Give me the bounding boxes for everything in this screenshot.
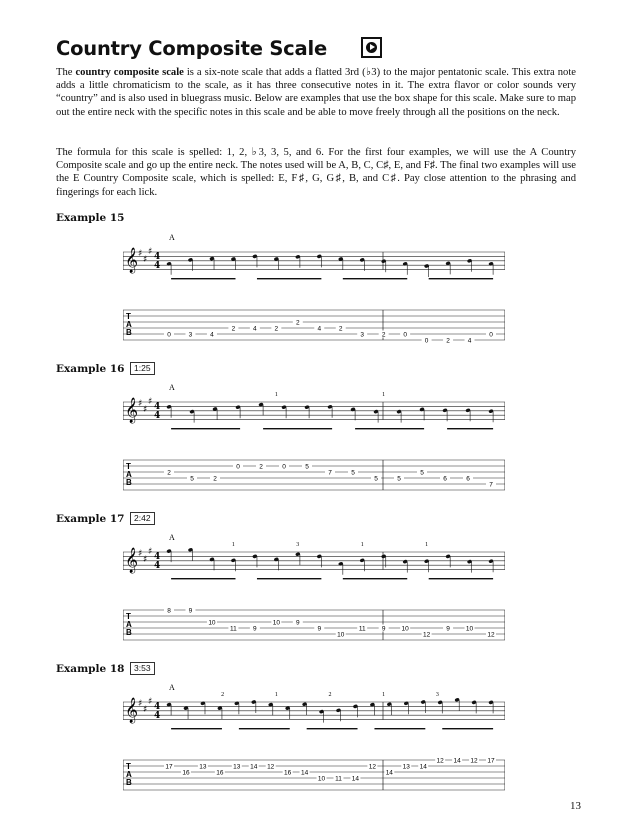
- tab-fret-number: 0: [282, 463, 286, 471]
- tab-fret-number: 10: [317, 775, 326, 783]
- tab-fret-number: 5: [374, 475, 378, 483]
- time-signature-icon: 4: [154, 410, 161, 421]
- tab-fret-number: 16: [284, 769, 292, 777]
- sharp-icon: ♯: [148, 247, 153, 257]
- tab-fret-number: 2: [167, 469, 171, 477]
- tab-fret-number: 4: [317, 325, 322, 333]
- fingering-number: 3: [435, 692, 439, 698]
- sharp-icon: ♯: [148, 397, 153, 407]
- example-16-label: Example 16: [56, 363, 125, 375]
- tab-fret-number: 9: [317, 625, 322, 633]
- tab-fret-number: 0: [403, 331, 407, 339]
- tab-fret-number: 13: [199, 763, 207, 771]
- scale-term: country composite scale: [75, 67, 184, 78]
- tab-fret-number: 0: [424, 337, 429, 345]
- sharp-icon: ♯: [138, 549, 143, 559]
- tab-fret-number: 9: [295, 619, 300, 627]
- sharp-icon: ♯: [143, 705, 148, 715]
- tab-fret-number: 14: [300, 769, 309, 777]
- example-17-notation: [123, 530, 505, 670]
- example-16-notation: [123, 380, 505, 520]
- fingering-number: 2: [221, 692, 225, 698]
- fingering-number: 2: [328, 692, 332, 698]
- beam: [374, 728, 425, 729]
- beam: [442, 728, 493, 729]
- chord-symbol: A: [169, 383, 175, 392]
- tab-fret-number: 2: [446, 337, 450, 345]
- tab-clef-letter: A: [126, 470, 132, 479]
- tab-fret-number: 10: [208, 619, 216, 627]
- tab-fret-number: 9: [446, 625, 450, 633]
- beam: [429, 578, 493, 579]
- beam: [355, 428, 424, 429]
- treble-clef-icon: 𝄞: [125, 698, 139, 723]
- tab-fret-number: 6: [466, 475, 470, 483]
- beam: [171, 728, 222, 729]
- formula-paragraph: The formula for this scale is spelled: 1, 2, ♭3, 3, 5, and 6. For the first four examples, we will use the A Country Composite scale and go up the entire neck. The notes used will be A, B, C, C♯, E, and F♯. The final two examples will use the E Country Composite scale, which is spelled: E, F♯, G, G♯, B, and C♯. Pay close attention to the phrasing and fingerings for each lick.: [56, 147, 576, 198]
- tab-fret-number: 10: [401, 625, 409, 633]
- tab-fret-number: 12: [422, 631, 431, 639]
- example-17-label: Example 17: [56, 513, 125, 525]
- beam: [307, 728, 358, 729]
- treble-clef-icon: 𝄞: [125, 248, 139, 273]
- tab-fret-number: 4: [467, 337, 472, 345]
- tab-fret-number: 17: [487, 757, 495, 765]
- tab-fret-number: 12: [470, 757, 478, 765]
- time-signature-icon: 4: [154, 252, 161, 262]
- tab-fret-number: 11: [230, 625, 237, 633]
- tab-clef-letter: B: [126, 328, 132, 337]
- beam: [343, 578, 407, 579]
- tab-fret-number: 4: [210, 331, 214, 339]
- tab-fret-number: 6: [443, 475, 447, 483]
- sharp-icon: ♯: [138, 249, 143, 259]
- tab-fret-number: 9: [381, 625, 386, 633]
- beam: [429, 278, 493, 279]
- tab-fret-number: 13: [233, 763, 241, 771]
- example-15-label: Example 15: [56, 212, 125, 224]
- beam: [343, 278, 407, 279]
- time-signature-icon: 4: [154, 710, 161, 721]
- tab-fret-number: 12: [487, 631, 495, 639]
- tab-fret-number: 2: [213, 475, 217, 483]
- page-number: 13: [570, 800, 581, 812]
- tab-fret-number: 10: [337, 631, 345, 639]
- treble-clef-icon: 𝄞: [125, 398, 139, 423]
- sharp-icon: ♯: [148, 547, 153, 557]
- tab-clef-letter: A: [126, 770, 132, 779]
- tab-clef-letter: B: [126, 478, 132, 487]
- tab-fret-number: 0: [489, 331, 493, 339]
- example-18-timestamp[interactable]: 3:53: [130, 662, 155, 675]
- time-signature-icon: 4: [154, 702, 161, 712]
- example-17-timestamp[interactable]: 2:42: [130, 512, 155, 525]
- tab-fret-number: 14: [250, 763, 258, 771]
- example-15-notation: [123, 230, 505, 370]
- treble-clef-icon: 𝄞: [125, 548, 139, 573]
- tab-clef-letter: A: [126, 620, 132, 629]
- fingering-number: 1: [425, 542, 429, 548]
- beam: [257, 278, 321, 279]
- sharp-icon: ♯: [143, 255, 148, 265]
- tab-fret-number: 12: [267, 763, 275, 771]
- tab-fret-number: 8: [167, 607, 171, 615]
- tab-clef-letter: T: [126, 312, 131, 321]
- sharp-icon: ♯: [143, 405, 148, 415]
- tab-fret-number: 14: [453, 757, 461, 765]
- tab-fret-number: 5: [305, 463, 309, 471]
- tab-fret-number: 10: [272, 619, 280, 627]
- tab-fret-number: 5: [190, 475, 194, 483]
- example-18-label: Example 18: [56, 663, 125, 675]
- fingering-number: 1: [274, 692, 278, 698]
- chord-symbol: A: [169, 683, 175, 692]
- tab-clef-letter: T: [126, 612, 131, 621]
- beam: [447, 428, 493, 429]
- tab-fret-number: 2: [231, 325, 236, 333]
- tab-fret-number: 2: [338, 325, 343, 333]
- intro-paragraph: The country composite scale is a six-note scale that adds a flatted 3rd (♭3) to the major pentatonic scale. This extra note adds a little chromaticism to the scale, as it has three consecutive notes in it. The extra flavor or color sounds very “country” and is also used in bluegrass music. Below are examples that use the box shape for this scale. Make sure to map out the entire neck with the specific notes in this scale and be able to move freely through all the positions on the neck.: [56, 67, 576, 118]
- tab-fret-number: 7: [328, 469, 332, 477]
- tab-fret-number: 5: [397, 475, 401, 483]
- beam: [263, 428, 332, 429]
- tab-fret-number: 17: [165, 763, 173, 771]
- page-title: Country Composite Scale: [56, 37, 327, 60]
- tab-fret-number: 3: [188, 331, 193, 339]
- tab-fret-number: 7: [489, 481, 493, 489]
- beam: [171, 428, 240, 429]
- tab-fret-number: 4: [253, 325, 257, 333]
- tab-fret-number: 5: [351, 469, 355, 477]
- play-circle-icon[interactable]: [361, 37, 382, 58]
- sharp-icon: ♯: [138, 399, 143, 409]
- tab-fret-number: 12: [368, 763, 376, 771]
- tab-fret-number: 9: [253, 625, 257, 633]
- tab-clef-letter: T: [126, 762, 131, 771]
- beam: [257, 578, 321, 579]
- tab-fret-number: 2: [259, 463, 263, 471]
- sharp-icon: ♯: [143, 555, 148, 565]
- tab-fret-number: 12: [436, 757, 444, 765]
- example-18-notation: [123, 680, 505, 820]
- tab-fret-number: 2: [295, 319, 300, 327]
- fingering-number: 1: [274, 392, 278, 398]
- tab-fret-number: 2: [274, 325, 279, 333]
- tab-fret-number: 13: [402, 763, 410, 771]
- tab-clef-letter: B: [126, 778, 132, 787]
- tab-fret-number: 16: [216, 769, 224, 777]
- chord-symbol: A: [169, 533, 175, 542]
- tab-fret-number: 0: [236, 463, 240, 471]
- tab-clef-letter: B: [126, 628, 132, 637]
- sharp-icon: ♯: [148, 697, 153, 707]
- tab-fret-number: 11: [358, 625, 366, 633]
- time-signature-icon: 4: [154, 552, 161, 562]
- tab-fret-number: 14: [419, 763, 427, 771]
- tab-clef-letter: A: [126, 320, 132, 329]
- tab-fret-number: 14: [385, 769, 393, 777]
- fingering-number: 1: [382, 692, 386, 698]
- tab-fret-number: 14: [351, 775, 360, 783]
- fingering-number: 1: [382, 392, 386, 398]
- fingering-number: 1: [360, 542, 364, 548]
- chord-symbol: A: [169, 233, 175, 242]
- tab-fret-number: 2: [381, 331, 386, 339]
- tab-fret-number: 16: [182, 769, 190, 777]
- beam: [171, 578, 235, 579]
- example-16-timestamp[interactable]: 1:25: [130, 362, 155, 375]
- beam: [171, 278, 235, 279]
- tab-fret-number: 5: [420, 469, 424, 477]
- time-signature-icon: 4: [154, 560, 161, 571]
- tab-fret-number: 11: [335, 775, 342, 783]
- fingering-number: 3: [296, 542, 300, 548]
- tab-fret-number: 0: [167, 331, 171, 339]
- sharp-icon: ♯: [138, 699, 143, 709]
- time-signature-icon: 4: [154, 260, 161, 271]
- fingering-number: 1: [231, 542, 235, 548]
- tab-fret-number: 9: [188, 607, 193, 615]
- tab-clef-letter: T: [126, 462, 131, 471]
- tab-fret-number: 10: [465, 625, 474, 633]
- tab-fret-number: 3: [360, 331, 365, 339]
- beam: [239, 728, 290, 729]
- time-signature-icon: 4: [154, 402, 161, 412]
